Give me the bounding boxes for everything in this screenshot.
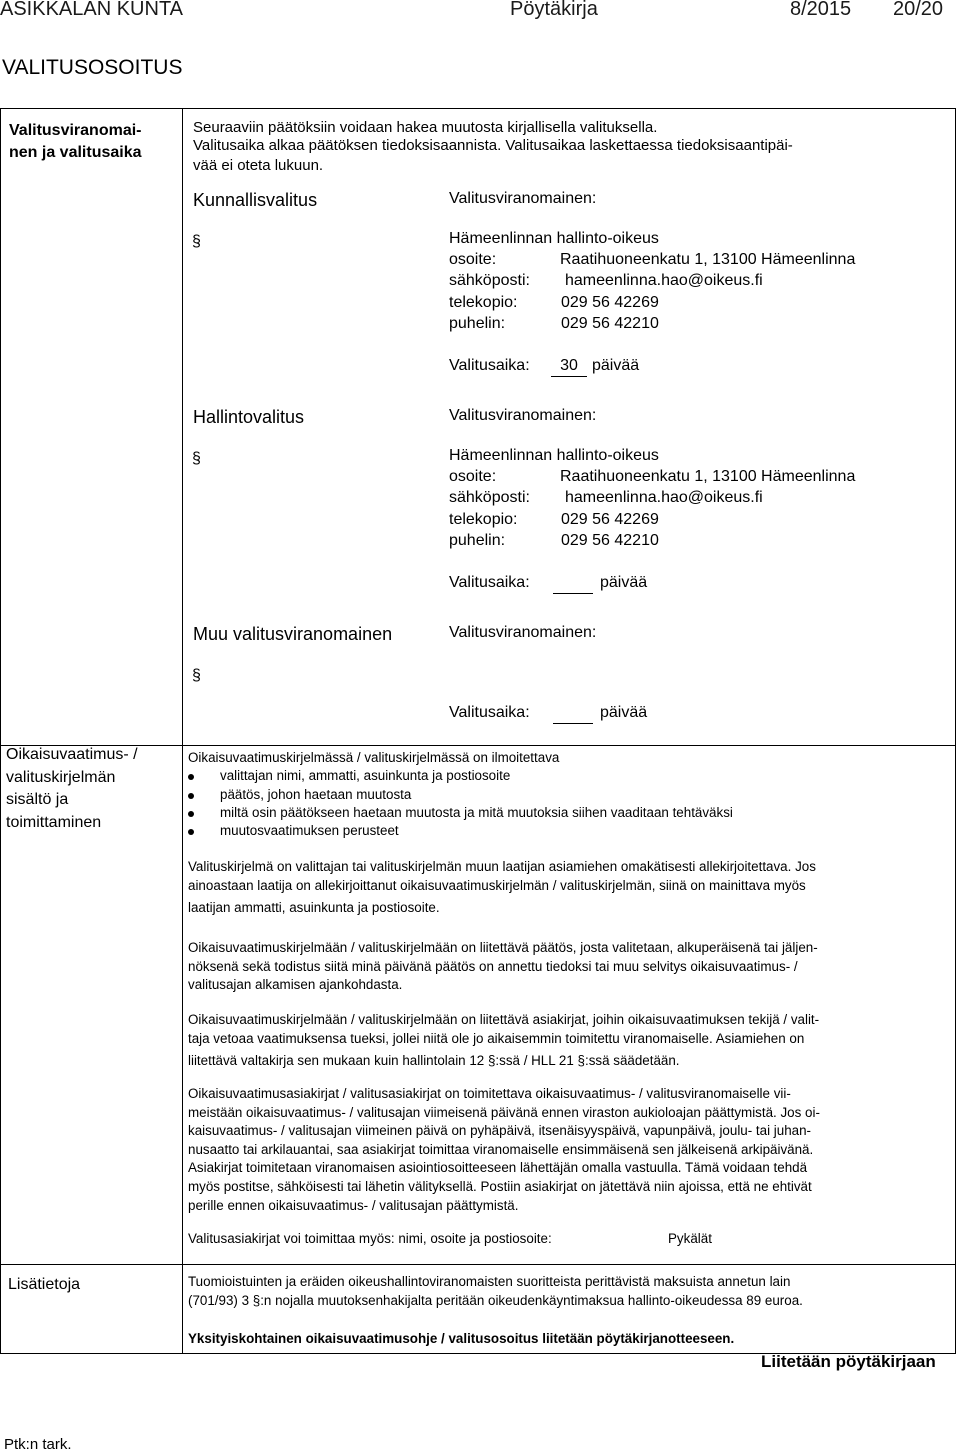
paragraph-signature <box>188 858 816 918</box>
row2-label <box>6 744 138 834</box>
bullet-dot <box>188 829 194 835</box>
intro-line1: Seuraaviin päätöksiin voidaan hakea muutosta kirjallisella valituksella. <box>193 119 658 136</box>
fees-line: (701/93) 3 §:n nojalla muutoksenhakijalta peritään oikeudenkäyntimaksua hallinto-oikeudessa 89 euroa. <box>188 1293 803 1308</box>
period-unit: päivää <box>600 574 648 591</box>
intro-line3: vää ei oteta lukuun. <box>193 157 324 174</box>
row1-label-line1: Valitusviranomai- <box>9 122 142 139</box>
list-intro: Oikaisuvaatimuskirjelmässä / valituskirjelmässä on ilmoitettava <box>188 750 560 765</box>
issue-number: 8/2015 <box>790 0 852 20</box>
paragraph-line: laatijan ammatti, asuinkunta ja postiosoite. <box>188 900 440 916</box>
page-title: VALITUSOSOITUS <box>2 56 183 79</box>
section-symbol: § <box>192 233 201 250</box>
email-value[interactable]: hameenlinna.hao@oikeus.fi <box>565 272 763 289</box>
authority-label: Valitusviranomainen: <box>449 190 597 207</box>
initials-label: Ptk:n tark. <box>4 1436 72 1453</box>
fax-value: 029 56 42269 <box>561 294 659 311</box>
period-unit: päivää <box>600 704 648 721</box>
list-item: päätös, johon haetaan muutosta <box>220 787 412 802</box>
paragraph-delivery <box>188 1085 820 1215</box>
fax-label: telekopio: <box>449 511 518 528</box>
list-item: miltä osin päätökseen haetaan muutosta ja mitä muutoksia siihen vaaditaan tehtäväksi <box>220 805 733 820</box>
paragraph-line: nusaatto tai arkilauantai, saa asiakirjat toimittaa viranomaiselle ensimmäisenä sen jälkeisenä arkipäivänä. <box>188 1141 814 1157</box>
list-item: valittajan nimi, ammatti, asuinkunta ja postiosoite <box>220 768 511 783</box>
paragraph-documents <box>188 1011 819 1071</box>
address-value: Raatihuoneenkatu 1, 13100 Hämeenlinna <box>560 468 856 485</box>
instruction-note: Yksityiskohtainen oikaisuvaatimusohje / valitusosoitus liitetään pöytäkirjanotteeseen. <box>188 1331 735 1346</box>
address-label: osoite: <box>449 251 497 268</box>
municipality-name: ASIKKALAN KUNTA <box>0 0 184 20</box>
period-label: Valitusaika: <box>449 357 530 374</box>
authority-label: Valitusviranomainen: <box>449 407 597 424</box>
attach-note: Liitetään pöytäkirjaan <box>761 1352 936 1371</box>
row2-label-line: Oikaisuvaatimus- / <box>6 746 138 763</box>
paragraph-line: taja vetoaa vaatimuksensa tueksi, jollei niitä ole jo aikaisemmin toimitettu viranomaiselle. Asiamiehen on <box>188 1030 805 1046</box>
paragraph-line: ainoastaan laatija on allekirjoittanut oikaisuvaatimuskirjelmän / valituskirjelmän, siinä on mainittava myös <box>188 877 806 893</box>
delivery-also-value: Pykälät <box>668 1231 712 1246</box>
page-number: 20/20 <box>893 0 944 20</box>
phone-value: 029 56 42210 <box>561 315 659 332</box>
paragraph-line: Oikaisuvaatimuskirjelmään / valituskirjelmään on liitettävä asiakirjat, joihin oikaisuvaatimuksen tekijä / valit- <box>188 1012 820 1027</box>
paragraph-line: Valituskirjelmä on valittajan tai valituskirjelmän muun laatijan asiamiehen omakätisesti allekirjoitettava. Jos <box>188 859 816 874</box>
delivery-also-text: Valitusasiakirjat voi toimittaa myös: nimi, osoite ja postiosoite: <box>188 1231 552 1246</box>
period-label: Valitusaika: <box>449 704 530 721</box>
paragraph-attachments <box>188 939 818 995</box>
row1-label-cell <box>0 108 183 746</box>
paragraph-line: kaisuvaatimus- / valitusajan viimeinen päivä on pyhäpäivä, itsenäisyyspäivä, vapunpäivä, joulu- tai juhan- <box>188 1123 812 1139</box>
paragraph-line: meistään oikaisuvaatimus- / valitusajan viimeisenä päivänä ennen viraston aukioloajan päättymistä. Jos oi- <box>188 1104 820 1120</box>
paragraph-line: Oikaisuvaatimuskirjelmään / valituskirjelmään on liitettävä päätös, josta valitetaan, alkuperäisenä tai jäljen- <box>188 940 818 955</box>
period-unit: päivää <box>592 357 640 374</box>
paragraph-line: Oikaisuvaatimusasiakirjat / valitusasiakirjat on toimitettava oikaisuvaatimus- / valitusviranomaiselle vii- <box>188 1086 791 1101</box>
bullet-dot <box>188 774 194 780</box>
phone-value: 029 56 42210 <box>561 532 659 549</box>
section-name: Muu valitusviranomainen <box>193 624 393 644</box>
paragraph-line: perille ennen oikaisuvaatimus- / valitusajan päättymistä. <box>188 1197 519 1213</box>
section-name: Hallintovalitus <box>193 407 305 427</box>
authority-name: Hämeenlinnan hallinto-oikeus <box>449 447 659 464</box>
section-name: Kunnallisvalitus <box>193 190 318 210</box>
period-value <box>553 704 593 724</box>
row2-label-line: toimittaminen <box>6 813 102 831</box>
section-symbol: § <box>192 450 201 467</box>
address-value: Raatihuoneenkatu 1, 13100 Hämeenlinna <box>560 251 856 268</box>
fax-label: telekopio: <box>449 294 518 311</box>
email-value[interactable]: hameenlinna.hao@oikeus.fi <box>565 489 763 506</box>
email-label: sähköposti: <box>449 272 530 289</box>
list-item: muutosvaatimuksen perusteet <box>220 823 399 838</box>
row3-label: Lisätietoja <box>8 1276 81 1293</box>
period-value <box>553 574 593 594</box>
address-label: osoite: <box>449 468 497 485</box>
paragraph-line: myös postitse, sähköisesti tai lähetin välityksellä. Postiin asiakirjat on jätettävä niin ajoissa, että ne ehtivät <box>188 1178 812 1194</box>
intro-line2: Valitusaika alkaa päätöksen tiedoksisaannista. Valitusaikaa laskettaessa tiedoksisaantipäi- <box>193 137 793 154</box>
bullet-dot <box>188 793 194 799</box>
paragraph-line: liitettävä valtakirja sen mukaan kuin hallintolain 12 §:ssä / HLL 21 §:ssä säädetään. <box>188 1053 680 1069</box>
phone-label: puhelin: <box>449 315 506 332</box>
section-symbol: § <box>192 667 201 684</box>
email-label: sähköposti: <box>449 489 530 506</box>
row2-label-line: sisältö ja <box>6 791 69 808</box>
period-label: Valitusaika: <box>449 574 530 591</box>
authority-label: Valitusviranomainen: <box>449 624 597 641</box>
document-type: Pöytäkirja <box>510 0 598 20</box>
bullet-dot <box>188 811 194 817</box>
paragraph-line: valitusajan alkamisen ajankohdasta. <box>188 977 403 993</box>
phone-label: puhelin: <box>449 532 506 549</box>
row1-label-line2: nen ja valitusaika <box>9 144 142 161</box>
paragraph-line: nöksenä sekä todistus siitä minä päivänä päätös on annettu tiedoksi tai muu selvitys oikaisuvaatimus- / <box>188 958 798 974</box>
row2-label-line: valituskirjelmän <box>6 768 116 786</box>
fax-value: 029 56 42269 <box>561 511 659 528</box>
authority-name: Hämeenlinnan hallinto-oikeus <box>449 230 659 247</box>
fees-line: Tuomioistuinten ja eräiden oikeushallintoviranomaisten suoritteista perittävistä maksuista annetun lain <box>188 1274 791 1289</box>
period-value: 30 <box>551 357 587 377</box>
paragraph-line: Asiakirjat toimitetaan viranomaisen asiointiosoitteeseen lähettäjän omalla vastuulla. Tämä voidaan tehdä <box>188 1160 808 1176</box>
